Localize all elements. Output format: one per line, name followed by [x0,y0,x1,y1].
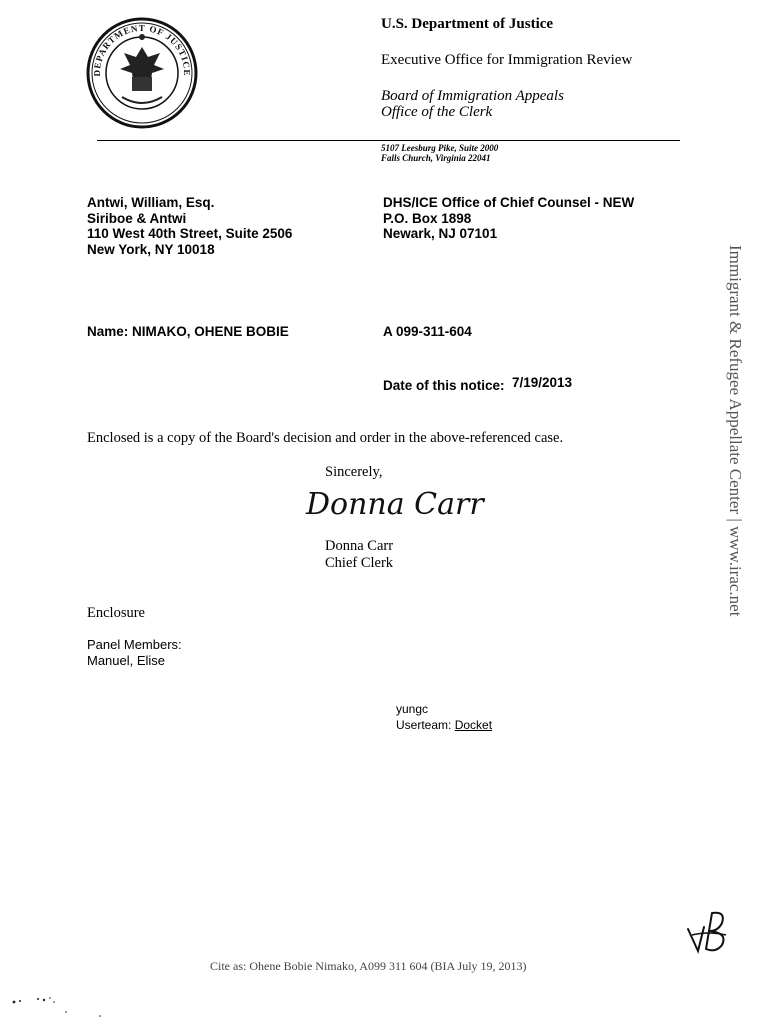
watermark: Immigrant & Refugee Appellate Center | www.irac.net [726,245,745,617]
address-line-1: 5107 Leesburg Pike, Suite 2000 [381,143,499,153]
user-id: yungc [396,702,429,716]
agency-board [381,88,564,120]
address-line-2: Falls Church, Virginia 22041 [381,153,491,163]
panel-members [87,637,182,668]
clerk-office: Office of the Clerk [381,104,493,120]
board-name: Board of Immigration Appeals [381,88,564,104]
doj-seal-icon [86,17,198,129]
signer-title: Chief Clerk [325,555,394,571]
notice-date-label: Date of this notice: [383,378,505,393]
signature-text: Donna Carr [306,487,484,522]
body-text: Enclosed is a copy of the Board's decision and order in the above-referenced case. [87,430,564,446]
user-info [396,702,492,733]
panel-label: Panel Members: [87,637,182,652]
citation: Cite as: Ohene Bobie Nimako, A099 311 604 (BIA July 19, 2013) [210,959,527,973]
scan-specks [8,990,108,1020]
userteam-label: Userteam: [396,717,455,732]
recipient-left-line-1: Antwi, William, Esq. [87,195,215,210]
recipient-left-line-4: New York, NY 10018 [87,241,215,257]
respondent-name: Name: NIMAKO, OHENE BOBIE [87,324,289,339]
recipient-right-line-3: Newark, NJ 07101 [383,226,498,242]
handwritten-initials [684,905,732,955]
notice-date-value: 7/19/2013 [512,375,573,390]
recipient-right-line-1: DHS/ICE Office of Chief Counsel - NEW [383,195,635,210]
signer-block [325,538,393,572]
recipient-right-line-2: P.O. Box 1898 [383,210,472,226]
userteam-value: Docket [454,717,493,732]
closing: Sincerely, [325,464,383,480]
userteam-line [396,718,492,734]
signature [300,478,490,526]
seal-text: DEPARTMENT OF JUSTICE [91,22,193,77]
agency-address [381,143,498,163]
recipient-attorney [87,195,292,257]
panel-member: Manuel, Elise [87,652,166,668]
recipient-left-line-3: 110 West 40th Street, Suite 2506 [87,226,293,242]
enclosure-label: Enclosure [87,605,145,621]
agency-name: U.S. Department of Justice [381,16,554,32]
signer-name: Donna Carr [325,538,394,554]
recipient-left-line-2: Siriboe & Antwi [87,210,187,226]
alien-number: A 099-311-604 [383,324,472,339]
recipient-dhs [383,195,634,242]
agency-office: Executive Office for Immigration Review [381,52,633,68]
header-divider [97,140,680,141]
